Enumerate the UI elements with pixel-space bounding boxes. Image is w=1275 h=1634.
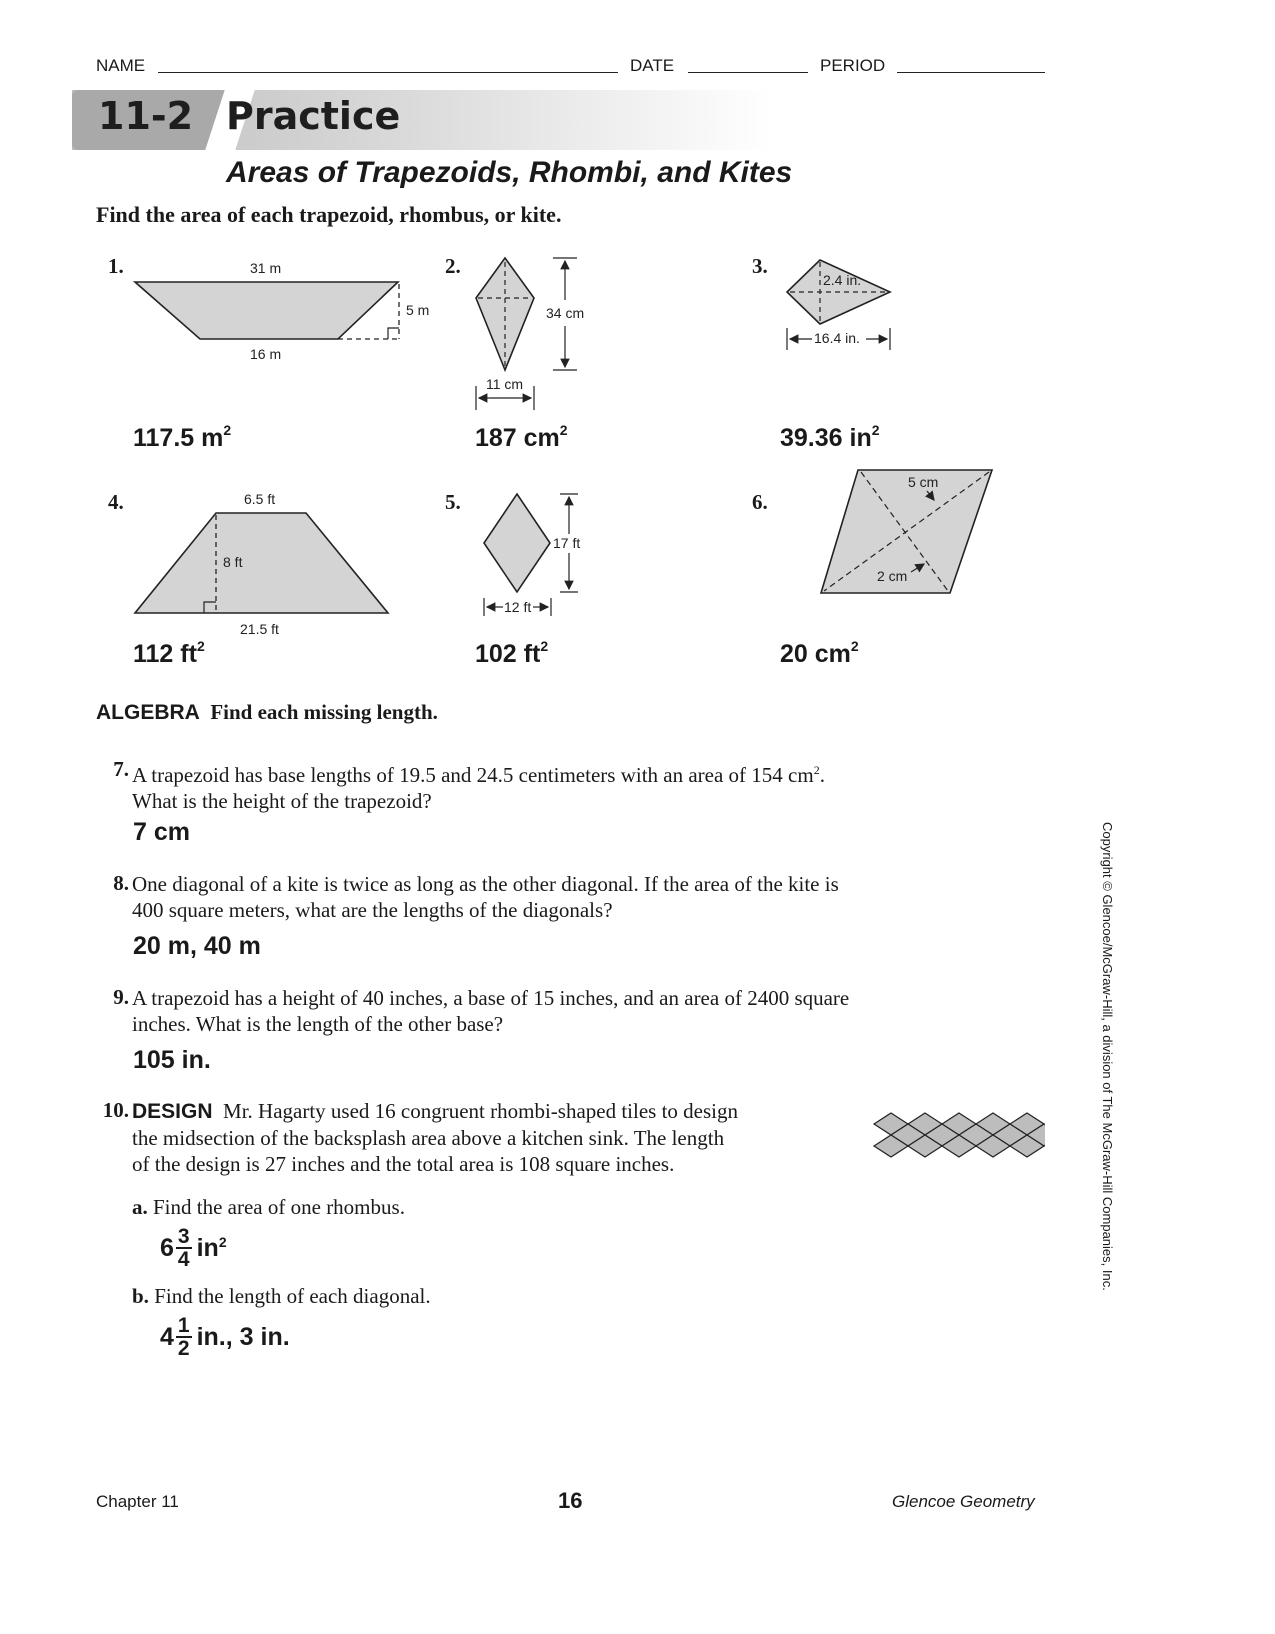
footer-chapter: Chapter 11 — [96, 1492, 179, 1511]
question-8-number: 8. — [113, 871, 129, 895]
fig3-long-label: 16.4 in. — [814, 330, 860, 346]
problem-4-number: 4. — [108, 490, 124, 514]
figure-3-kite — [787, 260, 890, 350]
question-9-answer: 105 in. — [133, 1046, 211, 1074]
problem-5-number: 5. — [445, 490, 461, 514]
algebra-label: ALGEBRA — [96, 701, 200, 724]
figure-4-trapezoid — [135, 491, 388, 637]
question-10b-answer: 4 $\frac{1}{2}$ in., 3 in. — [160, 1314, 290, 1360]
problem-2-number: 2. — [445, 254, 461, 278]
question-10b: b. Find the length of each diagonal. — [132, 1284, 431, 1308]
fig1-top-label: 31 m — [250, 260, 282, 276]
instruction: Find the area of each trapezoid, rhombus, or kite. — [96, 202, 562, 227]
question-7-text: A trapezoid has base lengths of 19.5 and 24.5 centimeters with an area of 154 $cm^2$. What is the height of the trapezoid? — [132, 763, 825, 813]
problem-1-number: 1. — [108, 254, 124, 278]
date-label: DATE — [630, 56, 675, 75]
fig1-bottom-label: 16 m — [250, 346, 282, 362]
fig2-vertical-label: 34 cm — [546, 305, 585, 321]
fig5-horizontal-label: 12 ft — [504, 599, 532, 615]
fig1-height-label: 5 m — [406, 302, 430, 318]
fig4-bottom-label: 21.5 ft — [240, 621, 279, 637]
fig6-top-label: 5 cm — [908, 474, 939, 490]
fig4-height-label: 8 ft — [223, 554, 243, 570]
figure-5-rhombus — [484, 494, 580, 616]
answer-1: 117.5 $m^2$ — [133, 422, 232, 452]
answer-3: 39.36 $in^2$ — [780, 422, 880, 452]
question-8-text: One diagonal of a kite is twice as long as the other diagonal. If the area of the kite is 400 square meters, what are the lengths of the diagonals? — [132, 872, 839, 922]
question-10-number: 10. — [102, 1098, 129, 1122]
problem-6-number: 6. — [752, 490, 768, 514]
problem-3-number: 3. — [752, 254, 768, 278]
figures-canvas — [0, 0, 1275, 700]
fig3-short-label: 2.4 in. — [823, 272, 862, 288]
lesson-number: 11-2 — [98, 94, 194, 138]
answer-5: 102 $ft^2$ — [475, 638, 549, 668]
question-8-answer: 20 m, 40 m — [133, 932, 261, 960]
copyright-notice: Copyright © Glencoe/McGraw-Hill, a division of The McGraw-Hill Companies, Inc. — [1100, 822, 1115, 1291]
question-9-number: 9. — [113, 985, 129, 1009]
figure-1-trapezoid — [135, 260, 429, 362]
question-10a: a. Find the area of one rhombus. — [132, 1195, 405, 1219]
question-10-text: DESIGN Mr. Hagarty used 16 congruent rhombi-shaped tiles to design the midsection of the backsplash area above a kitchen sink. The length of the design is 27 inches and the total area is 108 square inches. — [132, 1099, 738, 1176]
fig4-top-label: 6.5 ft — [244, 491, 276, 507]
answer-6: 20 $cm^2$ — [780, 638, 859, 668]
rhombus-tile-design — [870, 1112, 1045, 1158]
figure-2-kite — [476, 258, 584, 410]
question-7-number: 7. — [113, 757, 129, 781]
footer-book: Glencoe Geometry — [892, 1492, 1035, 1511]
algebra-heading — [96, 700, 438, 725]
answer-4: 112 $ft^2$ — [133, 638, 205, 668]
question-10a-answer: 6 $\frac{3}{4}$ in $^2$ — [160, 1225, 227, 1271]
page-subtitle: Areas of Trapezoids, Rhombi, and Kites — [226, 156, 793, 189]
period-label: PERIOD — [820, 56, 886, 75]
figure-6-rhombus — [821, 470, 992, 593]
fig2-horizontal-label: 11 cm — [486, 376, 524, 392]
question-7-answer: 7 cm — [133, 818, 190, 846]
page-title: Practice — [226, 94, 401, 138]
question-9-text: A trapezoid has a height of 40 inches, a base of 15 inches, and an area of 2400 square inches. What is the length of the other base? — [132, 986, 850, 1036]
name-label: NAME — [96, 56, 146, 75]
algebra-instruction: Find each missing length. — [210, 700, 438, 724]
page-number: 16 — [558, 1488, 583, 1513]
fig5-vertical-label: 17 ft — [553, 535, 581, 551]
fig6-bottom-label: 2 cm — [877, 568, 908, 584]
answer-2: 187 $cm^2$ — [475, 422, 568, 452]
design-label: DESIGN — [132, 1100, 213, 1123]
